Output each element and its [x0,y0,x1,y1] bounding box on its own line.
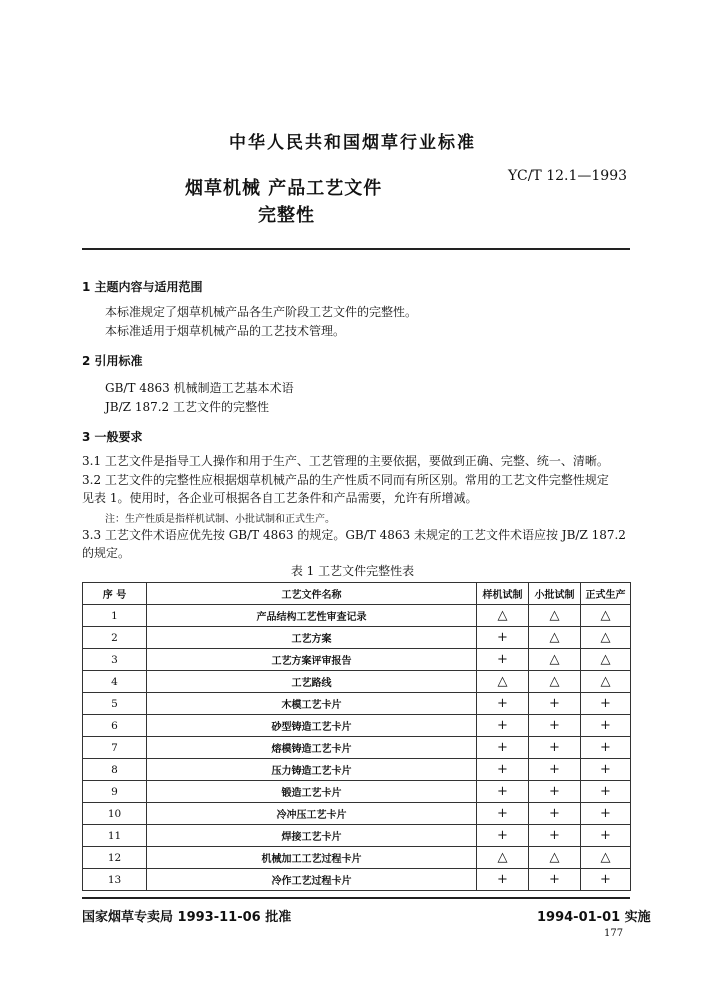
row-document-name: 产品结构工艺性审查记录 [147,605,477,627]
row-small-batch-mark: + [529,869,581,891]
row-small-batch-mark: △ [529,649,581,671]
row-document-name: 锻造工艺卡片 [147,781,477,803]
row-serial: 13 [83,869,147,891]
row-formal-mark: △ [581,671,631,693]
row-serial: 6 [83,715,147,737]
row-prototype-mark: △ [477,847,529,869]
header-divider [82,248,630,250]
standard-organization: 中华人民共和国烟草行业标准 [229,133,476,153]
completeness-table [82,582,631,891]
clause-3-3-line-1: 3.3 工艺文件术语应优先按 GB/T 4863 的规定。GB/T 4863 未规定的工艺文件术语应按 JB/Z 187.2 [82,528,626,542]
header-prototype-trial: 样机试制 [477,583,529,605]
row-small-batch-mark: + [529,759,581,781]
row-formal-mark: + [581,759,631,781]
footer-divider [82,897,630,899]
table-row [83,605,631,627]
row-prototype-mark: + [477,759,529,781]
table-row [83,847,631,869]
clause-3-2-line-2: 见表 1。使用时，各企业可根据各自工艺条件和产品需要，允许有所增减。 [82,491,478,505]
implementation-date: 1994-01-01 实施 [537,910,651,925]
row-document-name: 机械加工工艺过程卡片 [147,847,477,869]
table-row [83,627,631,649]
row-document-name: 熔模铸造工艺卡片 [147,737,477,759]
row-small-batch-mark: △ [529,627,581,649]
header-small-batch-trial: 小批试制 [529,583,581,605]
row-prototype-mark: + [477,781,529,803]
clause-3-1: 3.1 工艺文件是指导工人操作和用于生产、工艺管理的主要依据，要做到正确、完整、统一、清晰。 [82,454,609,468]
row-prototype-mark: + [477,825,529,847]
row-serial: 7 [83,737,147,759]
section-2-heading: 2 引用标准 [82,354,143,368]
row-formal-mark: + [581,781,631,803]
row-serial: 12 [83,847,147,869]
page-number: 177 [604,928,624,939]
section-3-heading: 3 一般要求 [82,430,143,444]
row-prototype-mark: + [477,693,529,715]
table-row [83,803,631,825]
row-formal-mark: + [581,715,631,737]
row-formal-mark: △ [581,649,631,671]
clause-3-3-line-2: 的规定。 [82,546,131,560]
note: 注：生产性质是指样机试制、小批试制和正式生产。 [105,514,335,525]
row-document-name: 压力铸造工艺卡片 [147,759,477,781]
row-document-name: 工艺方案评审报告 [147,649,477,671]
row-serial: 8 [83,759,147,781]
standard-number: YC/T 12.1—1993 [508,168,628,184]
row-formal-mark: + [581,737,631,759]
row-serial: 9 [83,781,147,803]
header-serial: 序 号 [83,583,147,605]
row-document-name: 工艺路线 [147,671,477,693]
table-row [83,649,631,671]
table-row [83,869,631,891]
row-serial: 3 [83,649,147,671]
row-document-name: 焊接工艺卡片 [147,825,477,847]
row-prototype-mark: + [477,649,529,671]
row-small-batch-mark: + [529,715,581,737]
reference-1: GB/T 4863 机械制造工艺基本术语 [105,381,294,395]
row-serial: 2 [83,627,147,649]
row-small-batch-mark: + [529,737,581,759]
table-row [83,693,631,715]
table-row [83,825,631,847]
row-formal-mark: + [581,825,631,847]
row-small-batch-mark: △ [529,671,581,693]
row-small-batch-mark: + [529,825,581,847]
row-document-name: 木模工艺卡片 [147,693,477,715]
row-document-name: 冷作工艺过程卡片 [147,869,477,891]
section-1-paragraph-1: 本标准规定了烟草机械产品各生产阶段工艺文件的完整性。 [105,305,418,319]
row-prototype-mark: △ [477,605,529,627]
row-formal-mark: + [581,803,631,825]
row-prototype-mark: △ [477,671,529,693]
row-prototype-mark: + [477,627,529,649]
header-document-name: 工艺文件名称 [147,583,477,605]
row-formal-mark: + [581,693,631,715]
row-prototype-mark: + [477,737,529,759]
approval-statement: 国家烟草专卖局 1993-11-06 批准 [82,910,292,925]
row-small-batch-mark: △ [529,847,581,869]
clause-3-2-line-1: 3.2 工艺文件的完整性应根据烟草机械产品的生产性质不同而有所区别。常用的工艺文件完整性规定 [82,473,609,487]
section-1-paragraph-2: 本标准适用于烟草机械产品的工艺技术管理。 [105,324,346,338]
document-title: 烟草机械 产品工艺文件 [185,178,383,199]
row-small-batch-mark: + [529,781,581,803]
row-small-batch-mark: + [529,693,581,715]
row-formal-mark: △ [581,605,631,627]
section-1-heading: 1 主题内容与适用范围 [82,280,203,294]
table-row [83,671,631,693]
row-prototype-mark: + [477,803,529,825]
row-serial: 10 [83,803,147,825]
table-row [83,759,631,781]
row-serial: 1 [83,605,147,627]
row-serial: 11 [83,825,147,847]
table-caption: 表 1 工艺文件完整性表 [290,564,415,578]
row-prototype-mark: + [477,869,529,891]
table-row [83,737,631,759]
row-formal-mark: △ [581,627,631,649]
row-document-name: 砂型铸造工艺卡片 [147,715,477,737]
row-document-name: 冷冲压工艺卡片 [147,803,477,825]
reference-2: JB/Z 187.2 工艺文件的完整性 [105,400,269,414]
header-formal-production: 正式生产 [581,583,631,605]
row-small-batch-mark: + [529,803,581,825]
row-small-batch-mark: △ [529,605,581,627]
table-row [83,781,631,803]
row-serial: 4 [83,671,147,693]
row-formal-mark: + [581,869,631,891]
table-header-row [83,583,631,605]
row-serial: 5 [83,693,147,715]
table-row [83,715,631,737]
document-subtitle: 完整性 [258,205,315,226]
row-document-name: 工艺方案 [147,627,477,649]
row-formal-mark: △ [581,847,631,869]
row-prototype-mark: + [477,715,529,737]
